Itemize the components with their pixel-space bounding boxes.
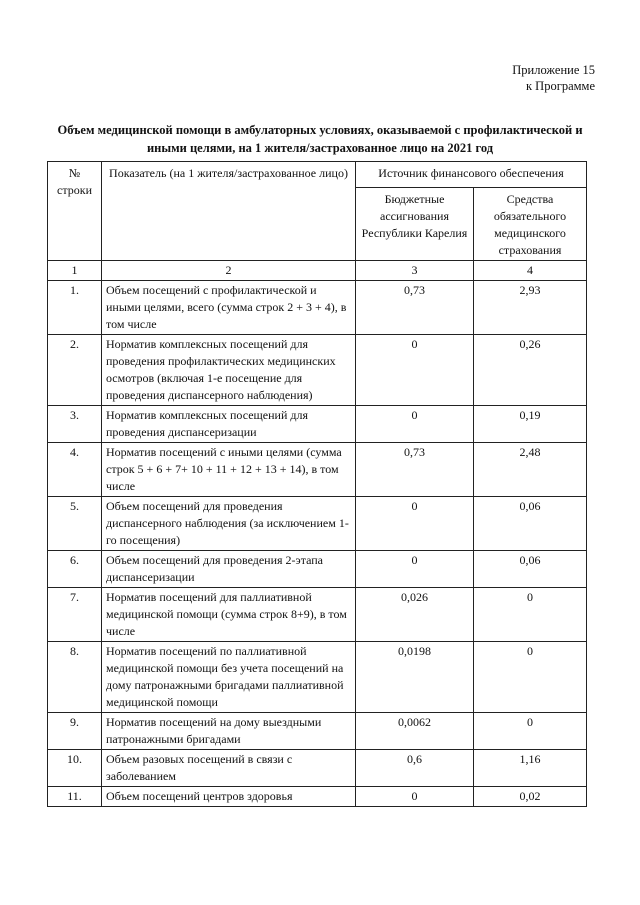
- row-budget-value: 0,0062: [356, 713, 474, 750]
- row-oms-value: 0,06: [474, 551, 587, 588]
- header-budget: Бюджетные ассигнования Республики Карелия: [356, 188, 474, 261]
- row-number: 8.: [48, 642, 102, 713]
- row-oms-value: 2,93: [474, 281, 587, 335]
- column-number: 2: [102, 261, 356, 281]
- row-budget-value: 0: [356, 406, 474, 443]
- row-indicator: Объем разовых посещений в связи с заболеванием: [102, 750, 356, 787]
- header-row-number: № строки: [48, 162, 102, 261]
- row-budget-value: 0: [356, 787, 474, 807]
- table-body: [48, 281, 587, 807]
- row-number: 5.: [48, 497, 102, 551]
- appendix-line-2: к Программе: [525, 79, 595, 93]
- table-row: [48, 551, 587, 588]
- row-indicator: Норматив посещений по паллиативной медицинской помощи без учета посещений на дому патронажными бригадами паллиативной медицинской помощи: [102, 642, 356, 713]
- header-row-1: [48, 162, 587, 188]
- table-row: [48, 750, 587, 787]
- header-funding-source: Источник финансового обеспечения: [356, 162, 587, 188]
- table-row: [48, 497, 587, 551]
- table-row: [48, 642, 587, 713]
- row-budget-value: 0,6: [356, 750, 474, 787]
- row-number: 4.: [48, 443, 102, 497]
- column-number: 1: [48, 261, 102, 281]
- column-number: 3: [356, 261, 474, 281]
- row-indicator: Объем посещений для проведения диспансерного наблюдения (за исключением 1-го посещения): [102, 497, 356, 551]
- volume-table: [47, 161, 587, 807]
- row-number: 10.: [48, 750, 102, 787]
- row-number: 6.: [48, 551, 102, 588]
- table-row: [48, 443, 587, 497]
- header-oms: Средства обязательного медицинского страхования: [474, 188, 587, 261]
- row-oms-value: 0,26: [474, 335, 587, 406]
- row-budget-value: 0: [356, 551, 474, 588]
- row-budget-value: 0,73: [356, 281, 474, 335]
- row-oms-value: 0: [474, 642, 587, 713]
- row-budget-value: 0: [356, 497, 474, 551]
- row-number: 9.: [48, 713, 102, 750]
- row-indicator: Объем посещений с профилактической и иными целями, всего (сумма строк 2 + 3 + 4), в том числе: [102, 281, 356, 335]
- row-indicator: Норматив комплексных посещений для проведения профилактических медицинских осмотров (включая 1-е посещение для проведения диспансерного наблюдения): [102, 335, 356, 406]
- row-oms-value: 0,06: [474, 497, 587, 551]
- table-row: [48, 588, 587, 642]
- row-oms-value: 0,02: [474, 787, 587, 807]
- document-title: Объем медицинской помощи в амбулаторных условиях, оказываемой с профилактической и иными целями, на 1 жителя/застрахованное лицо на 2021 год: [57, 123, 583, 155]
- column-number-row: [48, 261, 587, 281]
- row-indicator: Объем посещений для проведения 2-этапа диспансеризации: [102, 551, 356, 588]
- table-row: [48, 406, 587, 443]
- row-indicator: Норматив посещений для паллиативной медицинской помощи (сумма строк 8+9), в том числе: [102, 588, 356, 642]
- row-number: 11.: [48, 787, 102, 807]
- row-oms-value: 2,48: [474, 443, 587, 497]
- row-oms-value: 0: [474, 713, 587, 750]
- row-budget-value: 0,73: [356, 443, 474, 497]
- row-indicator: Норматив посещений на дому выездными патронажными бригадами: [102, 713, 356, 750]
- row-oms-value: 0: [474, 588, 587, 642]
- table-row: [48, 335, 587, 406]
- table-row: [48, 713, 587, 750]
- row-indicator: Объем посещений центров здоровья: [102, 787, 356, 807]
- row-number: 3.: [48, 406, 102, 443]
- row-budget-value: 0,0198: [356, 642, 474, 713]
- row-indicator: Норматив посещений с иными целями (сумма строк 5 + 6 + 7+ 10 + 11 + 12 + 13 + 14), в том числе: [102, 443, 356, 497]
- row-budget-value: 0,026: [356, 588, 474, 642]
- row-oms-value: 1,16: [474, 750, 587, 787]
- table-row: [48, 281, 587, 335]
- row-oms-value: 0,19: [474, 406, 587, 443]
- appendix-line-1: Приложение 15: [512, 63, 595, 77]
- header-indicator: Показатель (на 1 жителя/застрахованное лицо): [102, 162, 356, 261]
- row-number: 7.: [48, 588, 102, 642]
- table-row: [48, 787, 587, 807]
- row-number: 2.: [48, 335, 102, 406]
- row-number: 1.: [48, 281, 102, 335]
- appendix-reference: [512, 62, 595, 94]
- row-indicator: Норматив комплексных посещений для проведения диспансеризации: [102, 406, 356, 443]
- column-number: 4: [474, 261, 587, 281]
- row-budget-value: 0: [356, 335, 474, 406]
